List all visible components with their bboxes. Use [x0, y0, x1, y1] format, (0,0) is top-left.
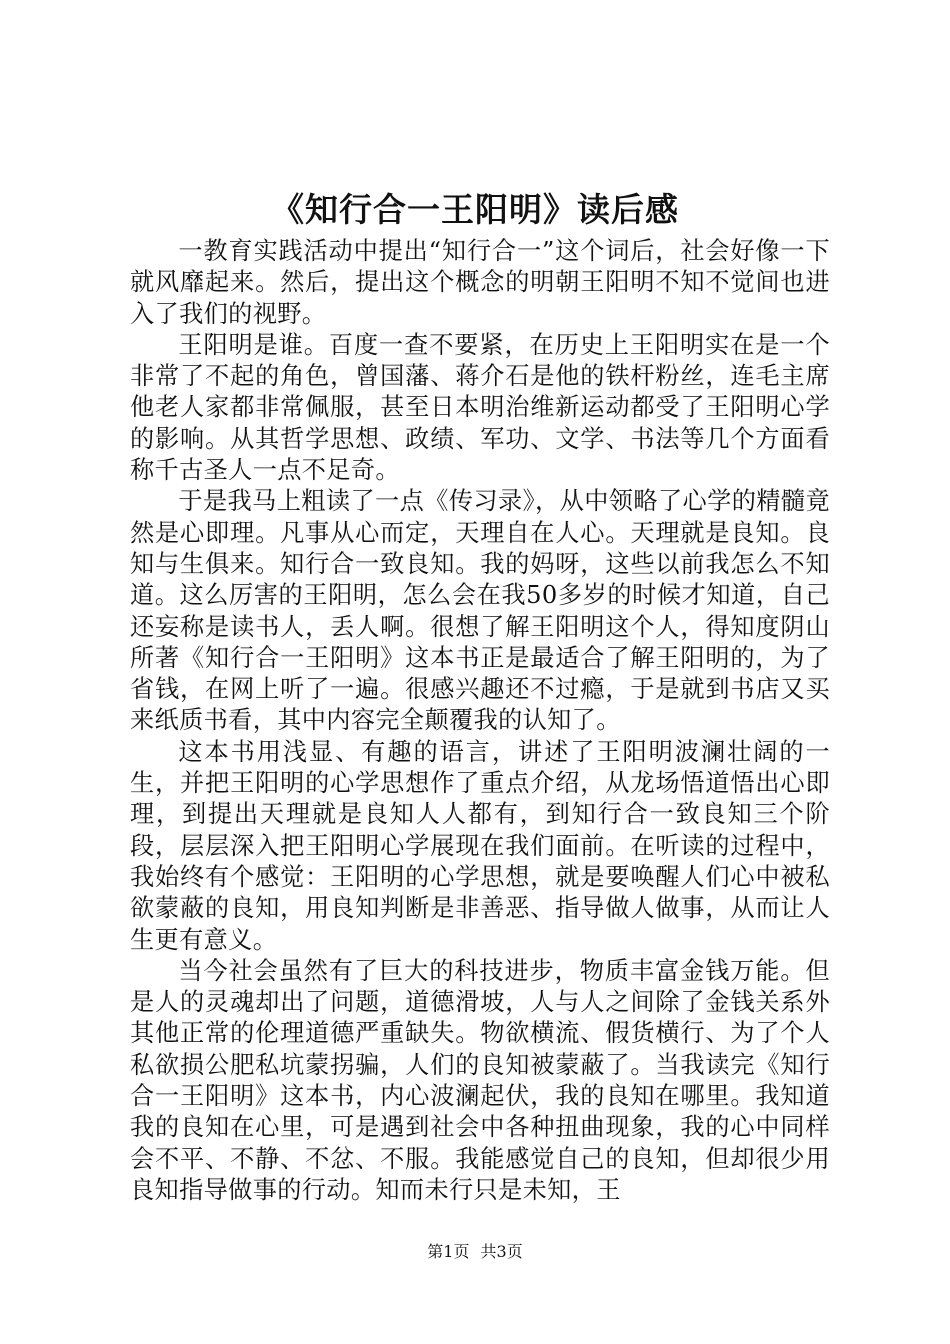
page-footer	[0, 1240, 950, 1264]
paragraph-5: 当今社会虽然有了巨大的科技进步，物质丰富金钱万能。但是人的灵魂却出了问题，道德滑坡，人与人之间除了金钱关系外其他正常的伦理道德严重缺失。物欲横流、假货横行、为了个人私欲损公肥私坑蒙拐骗，人们的良知被蒙蔽了。当我读完《知行合一王阳明》这本书，内心波澜起伏，我的良知在哪里。我知道我的良知在心里，可是遇到社会中各种扭曲现象，我的心中同样会不平、不静、不忿、不服。我能感觉自己的良知，但却很少用良知指导做事的行动。知而未行只是未知，王	[130, 956, 830, 1204]
document-body	[130, 236, 830, 1206]
document-title: 《知行合一王阳明》读后感	[271, 190, 679, 229]
paragraph-2: 王阳明是谁。百度一查不要紧，在历史上王阳明实在是一个非常了不起的角色，曾国藩、蒋介石是他的铁杆粉丝，连毛主席他老人家都非常佩服，甚至日本明治维新运动都受了王阳明心学的影响。从其哲学思想、政绩、军功、文学、书法等几个方面看称千古圣人一点不足奇。	[130, 330, 830, 485]
page-total: 共3页	[480, 1242, 523, 1261]
paragraph-4: 这本书用浅显、有趣的语言，讲述了王阳明波澜壮阔的一生，并把王阳明的心学思想作了重点介绍，从龙场悟道悟出心即理，到提出天理就是良知人人都有，到知行合一致良知三个阶段，层层深入把王阳明心学展现在我们面前。在听读的过程中，我始终有个感觉：王阳明的心学思想，就是要唤醒人们心中被私欲蒙蔽的良知，用良知判断是非善恶、指导做人做事，从而让人生更有意义。	[130, 737, 830, 954]
paragraph-3: 于是我马上粗读了一点《传习录》，从中领略了心学的精髓竟然是心即理。凡事从心而定，天理自在人心。天理就是良知。良知与生俱来。知行合一致良知。我的妈呀，这些以前我怎么不知道。这么厉害的王阳明，怎么会在我50多岁的时候才知道，自己还妄称是读书人，丢人啊。很想了解王阳明这个人，得知度阴山所著《知行合一王阳明》这本书正是最适合了解王阳明的，为了省钱，在网上听了一遍。很感兴趣还不过瘾，于是就到书店又买来纸质书看，其中内容完全颠覆我的认知了。	[130, 487, 830, 735]
page-number: 第1页	[427, 1242, 470, 1261]
paragraph-1: 一教育实践活动中提出“知行合一”这个词后，社会好像一下就风靡起来。然后，提出这个概念的明朝王阳明不知不觉间也进入了我们的视野。	[130, 237, 830, 328]
